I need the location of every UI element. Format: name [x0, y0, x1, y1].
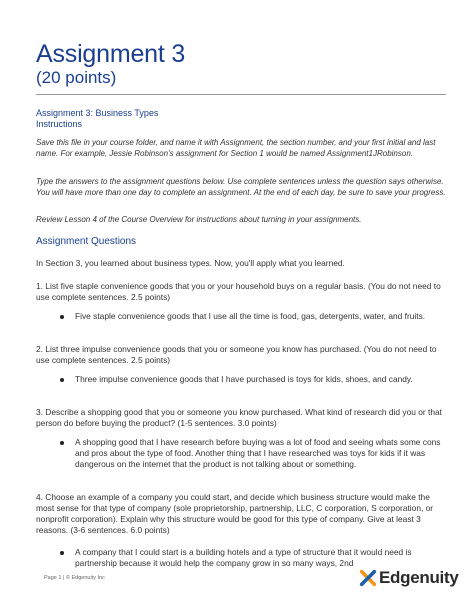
- edgenuity-logo: [359, 568, 458, 588]
- answer-text: A shopping good that I have research before buying was a lot of food and seeing whats some cons and pros about the type of food. Another thing that I have researched was toys for kids if it was dangerous on the internet that the product is not talking about or something.: [75, 437, 441, 469]
- answer-text: Five staple convenience goods that I use all the time is food, gas, detergents, water, and fruits.: [75, 311, 426, 321]
- section-heading: Assignment 3: Business Types: [36, 108, 159, 118]
- questions-heading: Assignment Questions: [36, 236, 137, 247]
- bullet-dot: [60, 378, 64, 382]
- edgenuity-x-icon: [359, 569, 377, 587]
- question-prompt: 4. Choose an example of a company you could start, and decide which business structure would make the most sense for that type of company (sole proprietorship, partnership, LLC, C corporation, S corporation, or nonprofit corporation). Explain why this structure would be good for this type of company. Give at least 3 reasons. (3-6 sentences. 6.0 points): [36, 492, 434, 535]
- bullet-dot: [60, 315, 64, 319]
- logo-wordmark: Edgenuity: [379, 568, 459, 587]
- document-title: Assignment 3: [36, 40, 186, 68]
- title-divider: [36, 94, 446, 95]
- page-footer: Page 1 | © Edgenuity Inc: [44, 575, 105, 581]
- question-prompt: 3. Describe a shopping good that you or someone you know purchased. What kind of research did you or that person do before buying the product? (1-5 sentences. 3.0 points): [36, 407, 442, 428]
- question-prompt: 1. List five staple convenience goods that you or your household buys on a regular basis. (You do not need to use complete sentences. 2.5 points): [36, 281, 441, 302]
- instruction-paragraph: Save this file in your course folder, and name it with Assignment, the section number, and your first initial and last name. For example, Jessie Robinson's assignment for Section 1 would be named Assignment1JRobinson.: [36, 138, 436, 158]
- points-subtitle: (20 points): [36, 68, 117, 87]
- bullet-dot: [60, 441, 64, 445]
- answer-text: Three impulse convenience goods that I have purchased is toys for kids, shoes, and candy.: [75, 374, 413, 384]
- intro-text: In Section 3, you learned about business types. Now, you'll apply what you learned.: [36, 258, 345, 268]
- instruction-paragraph: Review Lesson 4 of the Course Overview for instructions about turning in your assignments.: [36, 215, 362, 224]
- question-prompt: 2. List three impulse convenience goods that you or someone you know has purchased. (You do not need to use complete sentences. 2.5 points): [36, 344, 437, 365]
- answer-text: A company that I could start is a building hotels and a type of structure that it would need is partnership because it would help the company grow in so many ways, 2nd: [75, 547, 412, 568]
- instructions-heading: Instructions: [36, 119, 83, 129]
- instruction-paragraph: Type the answers to the assignment questions below. Use complete sentences unless the question says otherwise. You will have more than one day to complete an assignment. At the end of each day, be sure to save your progress.: [36, 177, 446, 197]
- bullet-dot: [60, 551, 64, 555]
